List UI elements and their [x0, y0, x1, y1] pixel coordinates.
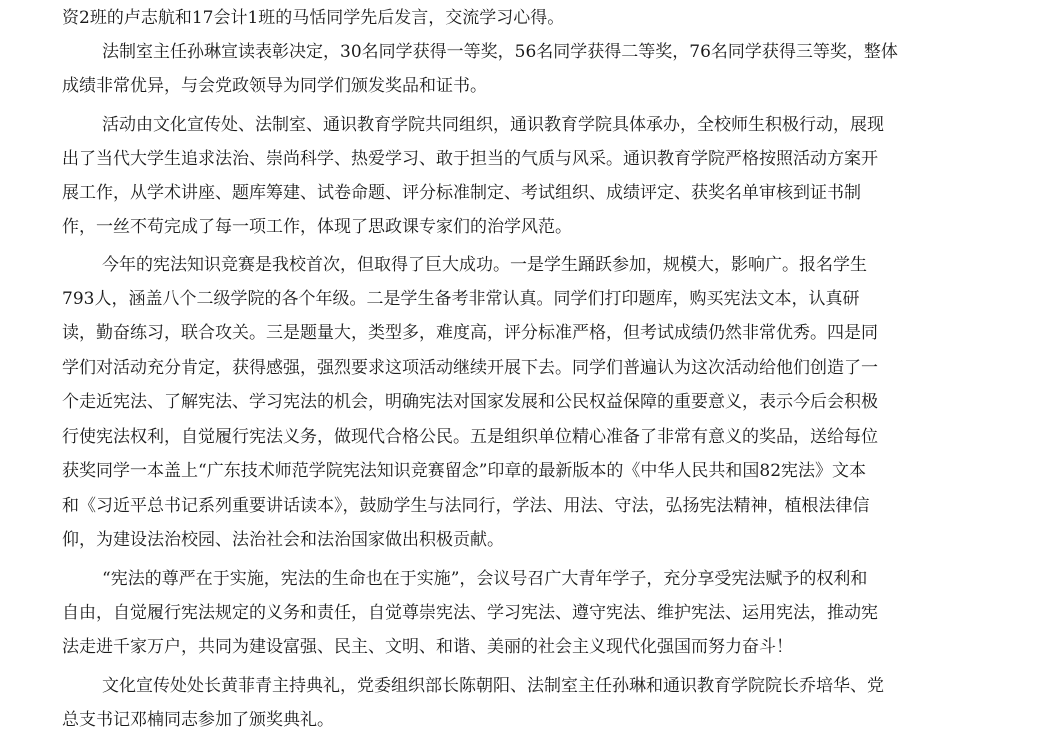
- text-line: 作，一丝不苟完成了每一项工作，体现了思政课专家们的治学风范。: [62, 217, 572, 237]
- text-line: 展工作，从学术讲座、题库筹建、试卷命题、评分标准制定、考试组织、成绩评定、获奖名单审核到证书制: [62, 183, 861, 203]
- text-line: 法制室主任孙琳宣读表彰决定，30名同学获得一等奖，56名同学获得二等奖，76名同学获得三等奖，整体: [102, 42, 898, 62]
- text-line: 活动由文化宣传处、法制室、通识教育学院共同组织，通识教育学院具体承办，全校师生积极行动，展现: [102, 115, 884, 135]
- text-line: 仰，为建设法治校园、法治社会和法治国家做出积极贡献。: [62, 530, 504, 550]
- text-line: 获奖同学一本盖上“广东技术师范学院宪法知识竞赛留念”印章的最新版本的《中华人民共和国82宪法》文本: [62, 461, 867, 481]
- text-line: 出了当代大学生追求法治、崇尚科学、热爱学习、敢于担当的气质与风采。通识教育学院严格按照活动方案开: [62, 149, 878, 169]
- text-line: 法走进千家万户，共同为建设富强、民主、文明、和谐、美丽的社会主义现代化强国而努力奋斗！: [62, 637, 793, 657]
- text-line: 和《习近平总书记系列重要讲话读本》，鼓励学生与法同行，学法、用法、守法，弘扬宪法精神，植根法律信: [62, 496, 870, 516]
- text-line: “宪法的尊严在于实施，宪法的生命也在于实施”，会议号召广大青年学子，充分享受宪法赋予的权利和: [102, 569, 868, 589]
- text-line: 学们对活动充分肯定，获得感强，强烈要求这项活动继续开展下去。同学们普遍认为这次活动给他们创造了一: [62, 358, 878, 378]
- text-line: 读，勤奋练习，联合攻关。三是题量大，类型多，难度高，评分标准严格，但考试成绩仍然非常优秀。四是同: [62, 323, 878, 343]
- text-line: 今年的宪法知识竞赛是我校首次，但取得了巨大成功。一是学生踊跃参加，规模大，影响广。报名学生: [102, 255, 867, 275]
- text-line: 自由，自觉履行宪法规定的义务和责任，自觉尊崇宪法、学习宪法、遵守宪法、维护宪法、运用宪法，推动宪: [62, 603, 878, 623]
- text-line: 成绩非常优异，与会党政领导为同学们颁发奖品和证书。: [62, 76, 487, 96]
- text-line: 793人，涵盖八个二级学院的各个年级。二是学生备考非常认真。同学们打印题库，购买宪法文本，认真研: [62, 289, 860, 309]
- text-line: 总支书记邓楠同志参加了颁奖典礼。: [62, 710, 334, 730]
- text-line: 资2班的卢志航和17会计1班的马恬同学先后发言，交流学习心得。: [62, 8, 565, 28]
- text-line: 个走近宪法、了解宪法、学习宪法的机会，明确宪法对国家发展和公民权益保障的重要意义，表示今后会积极: [62, 392, 878, 412]
- text-line: 文化宣传处处长黄菲青主持典礼，党委组织部长陈朝阳、法制室主任孙琳和通识教育学院院长乔培华、党: [102, 676, 884, 696]
- text-line: 行使宪法权利，自觉履行宪法义务，做现代合格公民。五是组织单位精心准备了非常有意义的奖品，送给每位: [62, 427, 878, 447]
